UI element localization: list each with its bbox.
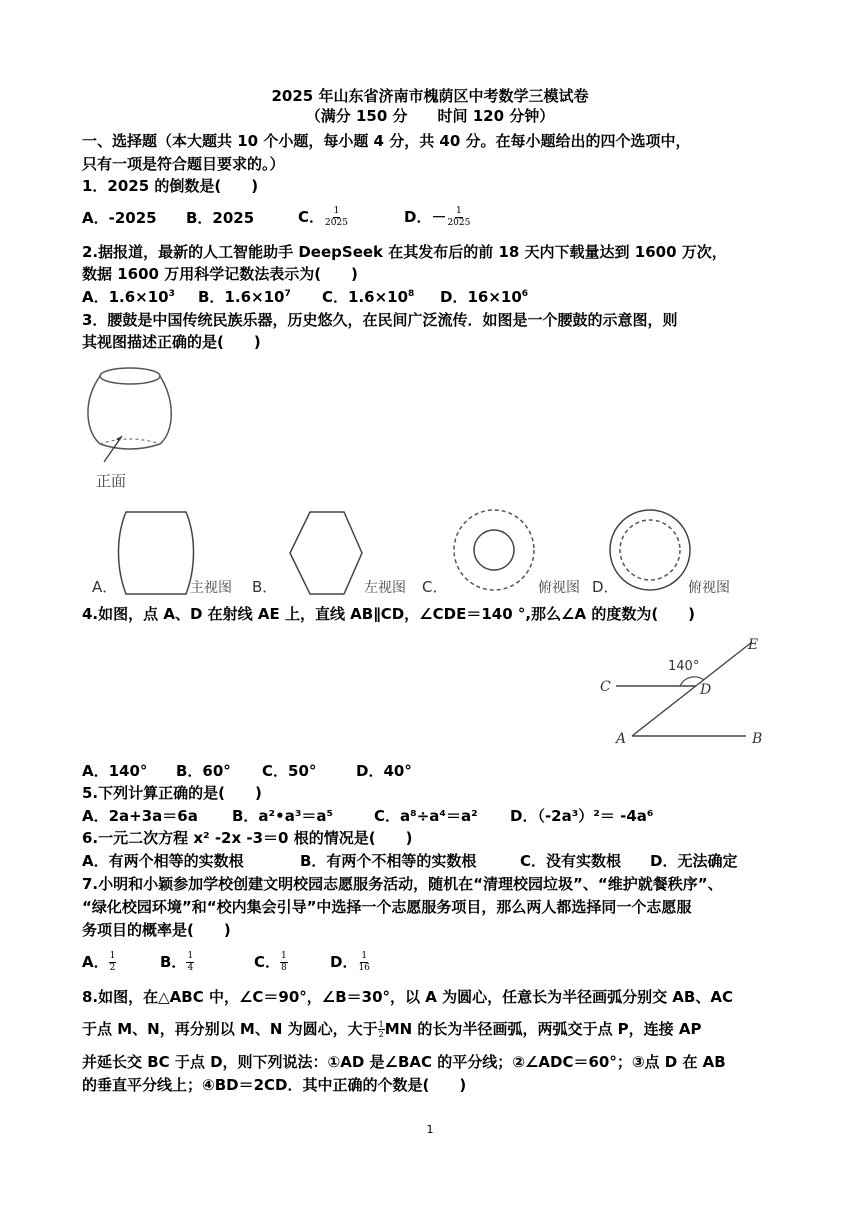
option-b-label: B． xyxy=(252,578,278,596)
q7-option-b-fraction: $\frac{1}{4}$ xyxy=(187,951,194,973)
q2-stem-line2: 数据 1600 万用科学记数法表示为( ) xyxy=(82,265,358,283)
point-d-label: D xyxy=(700,682,712,698)
q7-option-a-fraction: $\frac{1}{2}$ xyxy=(109,951,116,973)
q6-option-c: C．没有实数根 xyxy=(520,852,622,870)
q7-option-b: B． $\frac{1}{4}$ xyxy=(160,951,194,973)
section-header-line1: 一、选择题（本大题共 10 个小题，每小题 4 分，共 40 分。在每小题给出的四个选项中， xyxy=(82,132,691,150)
q5-option-b: B．a²•a³＝a⁵ xyxy=(232,807,334,825)
option-a-shape xyxy=(119,512,194,594)
q7-option-c-fraction: $\frac{1}{8}$ xyxy=(281,951,287,973)
q7-option-d: D． $\frac{1}{16}$ xyxy=(330,951,370,973)
page-title: 2025 年山东省济南市槐荫区中考数学三模试卷 xyxy=(271,87,589,105)
q7-stem-line2: “绿化校园环境”和“校内集会引导”中选择一个志愿服务项目，那么两人都选择同一个志愿服 xyxy=(82,898,692,916)
q4-option-c: C．50° xyxy=(262,762,317,780)
option-c-outer-circle xyxy=(454,510,534,590)
q1-option-a: A．-2025 xyxy=(82,209,157,227)
waist-drum-figure xyxy=(82,362,182,492)
q4-stem: 4.如图，点 A、D 在射线 AE 上，直线 AB∥CD，∠CDE＝140 °,那么∠A 的度数为( ) xyxy=(82,605,696,623)
q1-option-c-fraction: $\frac{1}{2025}$ xyxy=(325,206,348,228)
q4-geometry-figure xyxy=(596,632,782,752)
q3-stem-line1: 3．腰鼓是中国传统民族乐器，历史悠久，在民间广泛流传．如图是一个腰鼓的示意图，则 xyxy=(82,311,678,329)
page-number: 1 xyxy=(426,1123,434,1136)
q6-option-a: A．有两个相等的实数根 xyxy=(82,852,244,870)
option-c-label: C． xyxy=(422,578,448,596)
q5-option-d: D．（-2a³）²＝ -4a⁶ xyxy=(510,807,654,825)
option-b-view-label: 左视图 xyxy=(364,580,406,596)
q7-option-d-fraction: $\frac{1}{16}$ xyxy=(358,951,370,973)
option-b-shape xyxy=(290,512,362,594)
q5-stem: 5.下列计算正确的是( ) xyxy=(82,784,262,802)
q3-options-figure xyxy=(82,506,762,602)
angle-label: 140° xyxy=(668,659,700,674)
q8-stem-line4: 的垂直平分线上；④BD＝2CD．其中正确的个数是( ) xyxy=(82,1076,467,1094)
point-e-label: E xyxy=(748,637,759,653)
q2-option-a: A．$1.6\times 10^3$ xyxy=(82,288,175,306)
q1-option-d-fraction: $\frac{1}{2025}$ xyxy=(447,206,471,228)
point-b-label: B xyxy=(752,731,763,747)
q6-option-b: B．有两个不相等的实数根 xyxy=(300,852,477,870)
q1-option-c: C． $\frac{1}{2025}$ xyxy=(298,206,348,228)
q2-option-c: C．$1.6\times 10^8$ xyxy=(322,288,415,306)
q2-option-b: B．$1.6\times 10^7$ xyxy=(198,288,291,306)
q7-option-c: C． $\frac{1}{8}$ xyxy=(254,951,287,973)
q1-stem: 1．2025 的倒数是( ) xyxy=(82,177,259,195)
q2-stem-line1: 2.据报道，最新的人工智能助手 DeepSeek 在其发布后的前 18 天内下载量达到 1600 万次， xyxy=(82,243,727,261)
q8-stem-line3: 并延长交 BC 于点 D，则下列说法：①AD 是∠BAC 的平分线；②∠ADC＝60°；③点 D 在 AB xyxy=(82,1053,726,1071)
option-d-view-label: 俯视图 xyxy=(688,580,730,596)
front-view-label: 正面 xyxy=(96,472,127,490)
q8-half-fraction: $\frac{1}{2}$ xyxy=(378,1020,384,1039)
option-c-view-label: 俯视图 xyxy=(538,580,580,596)
q6-stem: 6.一元二次方程 x² -2x -3＝0 根的情况是( ) xyxy=(82,829,413,847)
q8-stem-line1: 8.如图，在△ABC 中，∠C＝90°，∠B＝30°，以 A 为圆心，任意长为半径画弧分别交 AB、AC xyxy=(82,988,733,1006)
q7-stem-line1: 7.小明和小颖参加学校创建文明校园志愿服务活动，随机在“清理校园垃圾”、“维护就餐秩序”、 xyxy=(82,875,723,893)
q1-option-b: B．2025 xyxy=(186,209,255,227)
section-header-line2: 只有一项是符合题目要求的。） xyxy=(82,155,285,173)
option-c-inner-circle xyxy=(474,530,514,570)
q5-option-a: A．2a+3a＝6a xyxy=(82,807,198,825)
q6-option-d: D．无法确定 xyxy=(650,852,738,870)
q4-option-d: D．40° xyxy=(356,762,412,780)
point-c-label: C xyxy=(600,679,611,695)
ray-ae xyxy=(632,642,752,736)
option-a-view-label: 主视图 xyxy=(190,580,232,596)
q4-option-b: B．60° xyxy=(176,762,231,780)
option-d-outer-circle xyxy=(610,510,690,590)
q5-option-c: C．a⁸÷a⁴＝a² xyxy=(374,807,478,825)
q1-option-d: D．－ $\frac{1}{2025}$ xyxy=(404,206,471,228)
q7-option-a: A． $\frac{1}{2}$ xyxy=(82,951,116,973)
q7-stem-line3: 务项目的概率是( ) xyxy=(82,921,231,939)
point-a-label: A xyxy=(616,731,627,747)
q3-stem-line2: 其视图描述正确的是( ) xyxy=(82,333,261,351)
q8-stem-line2: 于点 M、N，再分别以 M、N 为圆心，大于 $\frac{1}{2}$ MN 的长为半径画弧，两弧交于点 P，连接 AP xyxy=(82,1020,702,1039)
option-a-label: A． xyxy=(92,578,118,596)
q4-option-a: A．140° xyxy=(82,762,148,780)
page-subtitle: （满分 150 分 时间 120 分钟） xyxy=(305,107,555,125)
option-d-label: D． xyxy=(592,578,619,596)
q2-option-d: D．$16\times 10^6$ xyxy=(440,288,529,306)
option-d-inner-circle xyxy=(620,520,680,580)
